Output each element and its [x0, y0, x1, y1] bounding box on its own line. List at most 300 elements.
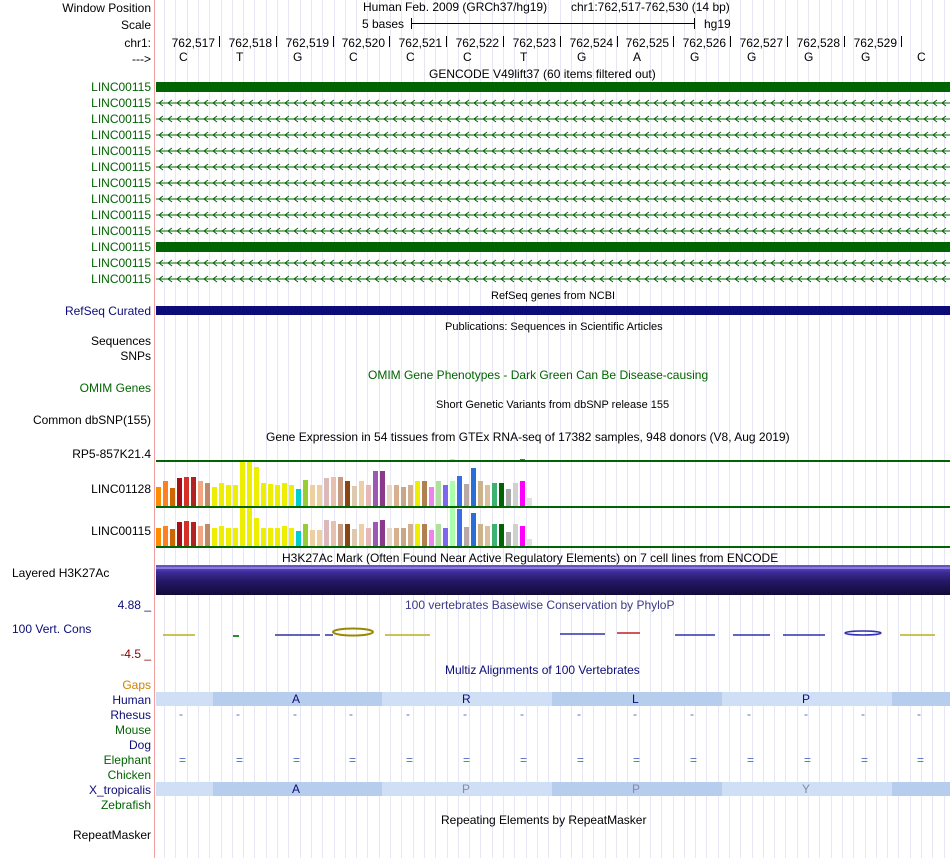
multiz-base-mark: - [463, 707, 467, 721]
grid-line [763, 0, 764, 858]
gtex-bar[interactable] [387, 528, 392, 546]
gencode-intron-feature[interactable] [155, 226, 950, 236]
scale-bar-right-tick [694, 18, 695, 29]
base-letter: C [917, 50, 926, 64]
gtex-bar[interactable] [338, 477, 343, 506]
gtex-bar[interactable] [443, 485, 448, 506]
base-letter: G [747, 50, 757, 64]
base-letter: T [520, 50, 528, 64]
grid-line [639, 0, 640, 858]
grid-line [379, 0, 380, 858]
gtex-bar[interactable] [219, 526, 224, 546]
chr-label: chr1: [124, 36, 151, 50]
gtex-bar[interactable] [359, 481, 364, 506]
gencode-intron-feature[interactable] [155, 258, 950, 268]
h3k27ac-label[interactable]: Layered H3K27Ac [12, 566, 110, 580]
grid-line [865, 0, 866, 858]
gencode-exon-feature[interactable] [156, 242, 950, 252]
grid-line [514, 0, 515, 858]
gtex-bar[interactable] [373, 522, 378, 546]
grid-line [661, 0, 662, 858]
gencode-row-label[interactable]: LINC00115 [91, 208, 151, 222]
repeatmasker-title: Repeating Elements by RepeatMasker [441, 813, 647, 827]
gtex-bar[interactable] [219, 483, 224, 506]
gencode-row-label[interactable]: LINC00115 [91, 112, 151, 126]
multiz-codon-block [892, 692, 950, 706]
cons-mark [333, 629, 373, 636]
gtex-bar[interactable] [366, 528, 371, 546]
multiz-amino-acid: A [292, 692, 301, 706]
grid-line [367, 0, 368, 858]
gtex-row-label-2[interactable]: LINC00115 [91, 524, 151, 538]
grid-line [413, 0, 414, 858]
scale-label: Scale [120, 18, 151, 32]
grid-line [311, 0, 312, 858]
db-text: hg19 [704, 17, 731, 31]
multiz-amino-acid: P [462, 782, 471, 796]
gtex-bar[interactable] [184, 521, 189, 546]
grid-line [831, 0, 832, 858]
gtex-bar[interactable] [492, 524, 497, 546]
gencode-intron-feature[interactable] [155, 98, 950, 108]
multiz-base-mark: - [690, 707, 694, 721]
position-label: 762,525 [625, 36, 669, 50]
gtex-bar[interactable] [310, 530, 315, 546]
gtex-bar[interactable] [212, 487, 217, 506]
gtex-bar[interactable] [226, 528, 231, 546]
grid-line [401, 0, 402, 858]
position-label: 762,519 [285, 36, 329, 50]
multiz-species-label[interactable]: Gaps [122, 678, 151, 692]
grid-line [300, 0, 301, 858]
gencode-intron-feature[interactable] [155, 114, 950, 124]
gtex-bar[interactable] [415, 524, 420, 546]
grid-line [209, 0, 210, 858]
gtex-bar[interactable] [163, 481, 168, 506]
gtex-bar[interactable] [471, 513, 476, 546]
multiz-species-label[interactable]: Zebrafish [100, 798, 151, 812]
multiz-amino-acid: P [632, 782, 641, 796]
window-position-label: Window Position [62, 1, 151, 15]
publications-title: Publications: Sequences in Scientific Articles [445, 321, 663, 333]
gtex-bar[interactable] [520, 459, 525, 460]
gtex-bar[interactable] [429, 487, 434, 506]
gtex-bar[interactable] [177, 478, 182, 506]
gencode-row-label[interactable]: LINC00115 [91, 96, 151, 110]
gtex-bar[interactable] [499, 483, 504, 506]
gtex-bar[interactable] [450, 459, 455, 460]
grid-line [593, 0, 594, 858]
grid-line [695, 0, 696, 858]
h3k27ac-top-band [156, 567, 950, 569]
grid-line [842, 0, 843, 858]
grid-line [898, 0, 899, 858]
grid-line [932, 0, 933, 858]
grid-line [164, 0, 165, 858]
region-text: chr1:762,517-762,530 (14 bp) [571, 0, 730, 14]
grid-line [390, 0, 391, 858]
multiz-base-mark: = [236, 753, 244, 767]
grid-line [718, 0, 719, 858]
gtex-bar[interactable] [317, 485, 322, 506]
grid-line [921, 0, 922, 858]
cons-label[interactable]: 100 Vert. Cons [12, 622, 92, 636]
grid-line [526, 0, 527, 858]
gtex-bar[interactable] [506, 489, 511, 506]
gtex-bar[interactable] [275, 528, 280, 546]
gtex-bar[interactable] [436, 481, 441, 506]
gtex-bar[interactable] [527, 498, 532, 506]
base-letter: C [463, 50, 472, 64]
gencode-row-label[interactable]: LINC00115 [91, 160, 151, 174]
gtex-bar[interactable] [191, 477, 196, 506]
position-label: 762,524 [569, 36, 613, 50]
gtex-bar[interactable] [212, 528, 217, 546]
position-label: 762,521 [398, 36, 442, 50]
grid-line [605, 0, 606, 858]
gtex-bar[interactable] [289, 485, 294, 506]
gtex-bar[interactable] [226, 485, 231, 506]
gencode-row-label[interactable]: LINC00115 [91, 128, 151, 142]
gtex-bar[interactable] [331, 477, 336, 506]
gtex-bar[interactable] [177, 522, 182, 546]
multiz-base-mark: = [520, 753, 528, 767]
gtex-bar[interactable] [317, 530, 322, 546]
gtex-bar[interactable] [527, 539, 532, 546]
base-letter: C [179, 50, 188, 64]
grid-line [221, 0, 222, 858]
scale-bar [411, 23, 694, 24]
multiz-species-label[interactable]: Dog [128, 738, 151, 752]
grid-line [887, 0, 888, 858]
grid-line [480, 0, 481, 858]
grid-line [571, 0, 572, 858]
gtex-bar[interactable] [205, 524, 210, 546]
multiz-species-label[interactable]: Mouse [114, 723, 151, 737]
refseq-feature[interactable] [156, 306, 950, 315]
scale-text: 5 bases [362, 17, 405, 31]
gtex-bar[interactable] [331, 521, 336, 546]
base-letter: C [349, 50, 358, 64]
gtex-row-label-0[interactable]: RP5-857K21.4 [72, 447, 151, 461]
dbsnp-title: Short Genetic Variants from dbSNP release 155 [436, 399, 670, 411]
gtex-bar[interactable] [450, 508, 455, 546]
gtex-bar[interactable] [233, 528, 238, 546]
gtex-bar[interactable] [485, 526, 490, 546]
gencode-row-label[interactable]: LINC00115 [91, 192, 151, 206]
multiz-species-label[interactable]: Human [112, 693, 151, 707]
h3k27ac-signal[interactable] [156, 565, 950, 595]
gtex-bar[interactable] [205, 483, 210, 506]
gtex-bar[interactable] [373, 471, 378, 506]
gtex-bar[interactable] [247, 462, 252, 506]
gtex-bar[interactable] [401, 528, 406, 546]
gtex-bar[interactable] [345, 481, 350, 506]
gtex-bar[interactable] [247, 508, 252, 546]
grid-line [187, 0, 188, 858]
grid-line [345, 0, 346, 858]
base-letter: G [804, 50, 814, 64]
multiz-amino-acid: L [632, 692, 639, 706]
gtex-bar[interactable] [261, 483, 266, 506]
multiz-base-mark: = [293, 753, 301, 767]
cons-plot[interactable] [155, 620, 950, 644]
grid-line [503, 0, 504, 858]
gtex-bar[interactable] [478, 524, 483, 546]
grid-line [785, 0, 786, 858]
grid-line [548, 0, 549, 858]
gtex-bar[interactable] [422, 481, 427, 506]
cons-mark [845, 631, 881, 635]
grid-line [819, 0, 820, 858]
grid-line [469, 0, 470, 858]
gtex-bar[interactable] [324, 478, 329, 506]
multiz-base-mark: - [293, 707, 297, 721]
gtex-bar[interactable] [422, 524, 427, 546]
gencode-intron-feature[interactable] [155, 146, 950, 156]
multiz-base-mark: = [804, 753, 812, 767]
grid-line [447, 0, 448, 858]
gtex-bar[interactable] [457, 509, 462, 546]
grid-line [684, 0, 685, 858]
gtex-bar[interactable] [513, 524, 518, 546]
grid-line [288, 0, 289, 858]
grid-line [752, 0, 753, 858]
gtex-bar[interactable] [338, 524, 343, 546]
base-letter: G [861, 50, 871, 64]
gtex-bar[interactable] [408, 485, 413, 506]
repeatmasker-label[interactable]: RepeatMasker [72, 828, 151, 842]
gtex-bar[interactable] [394, 485, 399, 506]
gtex-bar[interactable] [254, 518, 259, 546]
position-label: 762,520 [341, 36, 385, 50]
dbsnp-label[interactable]: Common dbSNP(155) [32, 413, 151, 427]
gtex-bar[interactable] [401, 487, 406, 506]
base-letter: C [406, 50, 415, 64]
grid-line [424, 0, 425, 858]
position-label: 762,523 [512, 36, 556, 50]
grid-line [243, 0, 244, 858]
omim-title: OMIM Gene Phenotypes - Dark Green Can Be Disease-causing [368, 368, 709, 382]
multiz-base-mark: - [633, 707, 637, 721]
gtex-bar[interactable] [520, 526, 525, 546]
grid-line [944, 0, 945, 858]
gencode-title: GENCODE V49lift37 (60 items filtered out) [429, 67, 656, 81]
gtex-bar[interactable] [170, 488, 175, 506]
grid-line [876, 0, 877, 858]
multiz-base-mark: = [179, 753, 187, 767]
gencode-intron-feature[interactable] [155, 274, 950, 284]
gtex-bar[interactable] [387, 485, 392, 506]
gtex-baseline [156, 546, 950, 548]
snps-label[interactable]: SNPs [120, 349, 151, 363]
multiz-codon-block [156, 692, 213, 706]
refseq-label[interactable]: RefSeq Curated [64, 304, 151, 318]
multiz-codon-block [156, 782, 213, 796]
gtex-bar[interactable] [303, 480, 308, 506]
multiz-species-label[interactable]: Chicken [107, 768, 151, 782]
gencode-row-label[interactable]: LINC00115 [91, 256, 151, 270]
gtex-bar[interactable] [464, 527, 469, 546]
gtex-bar[interactable] [478, 481, 483, 506]
gencode-row-label[interactable]: LINC00115 [91, 80, 151, 94]
gtex-baseline [156, 460, 950, 462]
omim-label[interactable]: OMIM Genes [79, 381, 151, 395]
gtex-bar[interactable] [233, 485, 238, 506]
gtex-bar[interactable] [380, 471, 385, 506]
multiz-base-mark: - [747, 707, 751, 721]
multiz-base-mark: - [520, 707, 524, 721]
gtex-bar[interactable] [366, 485, 371, 506]
base-letter: G [293, 50, 303, 64]
gencode-row-label[interactable]: LINC00115 [91, 224, 151, 238]
grid-line [322, 0, 323, 858]
grid-line [198, 0, 199, 858]
gtex-bar[interactable] [296, 531, 301, 546]
multiz-amino-acid: A [292, 782, 301, 796]
gencode-intron-feature[interactable] [155, 162, 950, 172]
gtex-bar[interactable] [436, 524, 441, 546]
gtex-bar[interactable] [275, 485, 280, 506]
gtex-bar[interactable] [345, 524, 350, 546]
gtex-bar[interactable] [289, 528, 294, 546]
grid-line [277, 0, 278, 858]
multiz-species-label[interactable]: Rhesus [110, 708, 151, 722]
gencode-intron-feature[interactable] [155, 210, 950, 220]
grid-line [853, 0, 854, 858]
grid-line [910, 0, 911, 858]
multiz-codon-block [892, 782, 950, 796]
position-label: 762,518 [228, 36, 272, 50]
gtex-bar[interactable] [485, 485, 490, 506]
gtex-bar[interactable] [240, 462, 245, 506]
base-letter: T [236, 50, 244, 64]
gtex-bar[interactable] [191, 522, 196, 546]
gtex-bar[interactable] [513, 483, 518, 506]
position-label: 762,522 [455, 36, 499, 50]
gtex-bar[interactable] [268, 484, 273, 506]
gtex-bar[interactable] [520, 481, 525, 506]
refseq-title: RefSeq genes from NCBI [491, 290, 616, 302]
gencode-intron-feature[interactable] [155, 194, 950, 204]
multiz-base-mark: = [349, 753, 357, 767]
gtex-bar[interactable] [170, 529, 175, 546]
grid-line [175, 0, 176, 858]
grid-line [797, 0, 798, 858]
multiz-base-mark: - [236, 707, 240, 721]
multiz-amino-acid: Y [802, 782, 811, 796]
multiz-base-mark: = [747, 753, 755, 767]
gtex-bar[interactable] [506, 532, 511, 546]
gtex-bar[interactable] [254, 467, 259, 506]
multiz-species-label[interactable]: Elephant [103, 753, 151, 767]
gtex-bar[interactable] [310, 485, 315, 506]
gtex-bar[interactable] [443, 528, 448, 546]
gtex-bar[interactable] [380, 520, 385, 546]
multiz-base-mark: - [577, 707, 581, 721]
grid-line [560, 0, 561, 858]
gtex-bar[interactable] [394, 528, 399, 546]
gtex-row-label-1[interactable]: LINC01128 [91, 482, 151, 496]
multiz-species-label[interactable]: X_tropicalis [88, 783, 151, 797]
assembly-title: Human Feb. 2009 (GRCh37/hg19) [363, 0, 548, 14]
gtex-bar[interactable] [464, 484, 469, 506]
gtex-bar[interactable] [408, 524, 413, 546]
grid-line [650, 0, 651, 858]
gtex-bar[interactable] [303, 524, 308, 546]
position-label: 762,526 [682, 36, 726, 50]
gtex-bar[interactable] [282, 526, 287, 546]
gtex-bar[interactable] [324, 520, 329, 546]
gtex-bar[interactable] [499, 524, 504, 546]
grid-line [334, 0, 335, 858]
gtex-bar[interactable] [163, 526, 168, 546]
gencode-exon-feature[interactable] [156, 82, 950, 92]
gtex-bar[interactable] [471, 468, 476, 506]
base-letter: G [690, 50, 700, 64]
cons-title: 100 vertebrates Basewise Conservation by PhyloP [405, 598, 675, 612]
gtex-bar[interactable] [240, 508, 245, 546]
base-letter: A [633, 50, 642, 64]
grid-line [492, 0, 493, 858]
gencode-row-label[interactable]: LINC00115 [91, 144, 151, 158]
gencode-row-label[interactable]: LINC00115 [91, 176, 151, 190]
gtex-bar[interactable] [156, 528, 161, 546]
gtex-bar[interactable] [352, 529, 357, 546]
multiz-base-mark: - [179, 707, 183, 721]
gtex-bar[interactable] [184, 477, 189, 506]
multiz-base-mark: = [917, 753, 925, 767]
scale-bar-left-tick [411, 18, 412, 29]
multiz-base-mark: = [577, 753, 585, 767]
multiz-base-mark: = [861, 753, 869, 767]
gtex-bar[interactable] [359, 524, 364, 546]
gtex-bar[interactable] [282, 483, 287, 506]
gtex-bar[interactable] [457, 476, 462, 506]
gtex-bar[interactable] [492, 483, 497, 506]
multiz-amino-acid: P [802, 692, 811, 706]
multiz-base-mark: - [917, 707, 921, 721]
gencode-intron-feature[interactable] [155, 178, 950, 188]
position-tick [901, 36, 902, 47]
gencode-intron-feature[interactable] [155, 130, 950, 140]
gtex-bar[interactable] [352, 486, 357, 506]
gtex-bar[interactable] [415, 481, 420, 506]
grid-line [266, 0, 267, 858]
multiz-title: Multiz Alignments of 100 Vertebrates [445, 663, 640, 677]
gtex-bar[interactable] [296, 489, 301, 506]
strand-label: ---> [132, 52, 151, 66]
grid-line [356, 0, 357, 858]
gtex-bar[interactable] [261, 528, 266, 546]
position-label: 762,527 [739, 36, 783, 50]
gtex-bar[interactable] [268, 528, 273, 546]
gtex-bar[interactable] [198, 526, 203, 546]
multiz-base-mark: = [633, 753, 641, 767]
sequences-label[interactable]: Sequences [90, 334, 151, 348]
gtex-bar[interactable] [429, 530, 434, 546]
gencode-row-label[interactable]: LINC00115 [91, 240, 151, 254]
gtex-bar[interactable] [450, 481, 455, 506]
track-area[interactable] [155, 0, 950, 858]
cons-max-label: 4.88 _ [117, 598, 151, 612]
multiz-base-mark: = [406, 753, 414, 767]
gtex-bar[interactable] [156, 487, 161, 506]
gtex-bar[interactable] [198, 481, 203, 506]
grid-line [616, 0, 617, 858]
grid-line [582, 0, 583, 858]
gencode-row-label[interactable]: LINC00115 [91, 272, 151, 286]
